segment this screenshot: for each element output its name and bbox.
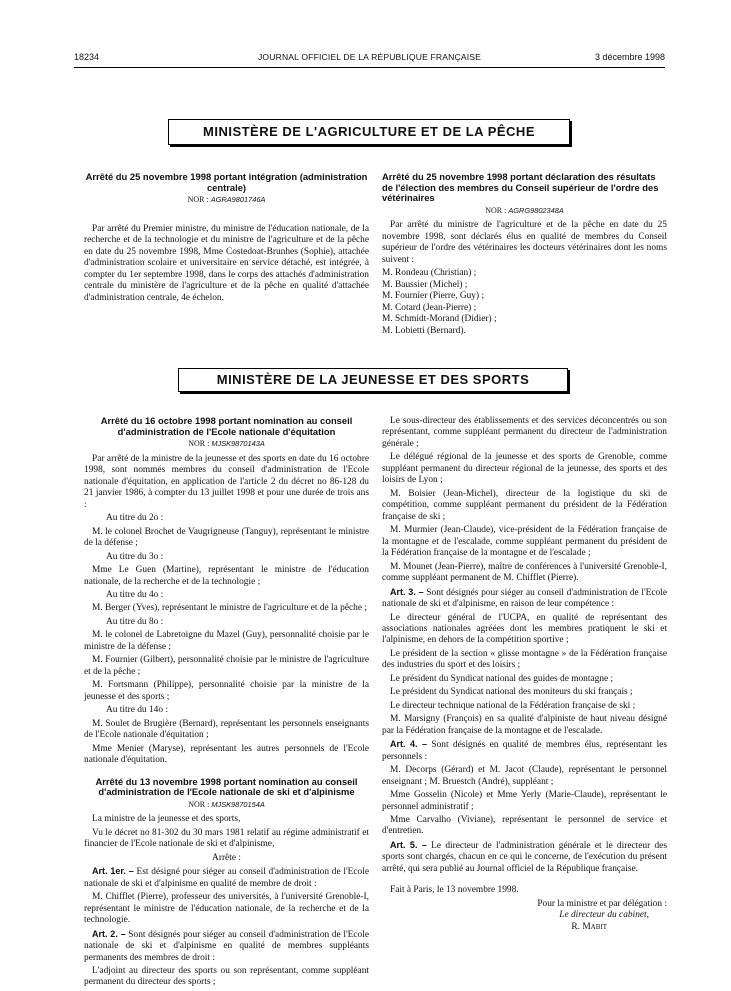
title-line: Au titre du 14o : — [106, 705, 168, 716]
nor-line — [84, 195, 369, 205]
signature-role: Le directeur du cabinet, — [559, 910, 649, 921]
paragraph: M. Mounet (Jean-Pierre), maître de conférences à l'université Grenoble-I, comme suppléant permanent de M. Chifflet (Pierre). — [382, 561, 667, 584]
article-text: Est désigné pour siéger au conseil d'administration de l'Ecole nationale de ski et d'alpinisme en qualité de membre de droit : — [84, 867, 370, 889]
article-text: Sont désignés en qualité de membres élus, représentant les personnels : — [382, 740, 667, 762]
signature-name: R. Mabit — [571, 921, 607, 932]
issue-date: 3 décembre 1998 — [594, 52, 665, 62]
title-line: Au titre du 8o : — [106, 616, 164, 627]
list-item: M. Rondeau (Christian) ; — [382, 268, 477, 279]
paragraph: Mme Carvalho (Viviane), représentant le personnel de service et d'entretien. — [382, 815, 667, 837]
arrete-title: Arrêté du 13 novembre 1998 portant nomination au conseil d'administration de l'Ecole nationale de ski et d'alpinisme — [95, 775, 358, 798]
nor-code: AGRG9802348A — [508, 205, 564, 215]
arrete-title: Arrêté du 25 novembre 1998 portant déclaration des résultats de l'élection des membres du Conseil supérieur de l'ordre des vétérinaires — [382, 171, 659, 204]
header-rule — [74, 67, 665, 68]
arrete-title: Arrêté du 25 novembre 1998 portant intégration (administration centrale) — [85, 171, 368, 193]
nor-code: MJSK9870154A — [211, 799, 265, 809]
journal-title: JOURNAL OFFICIEL DE LA RÉPUBLIQUE FRANÇAISE — [257, 52, 482, 62]
article-3 — [382, 587, 667, 611]
paragraph: La ministre de la jeunesse et des sports, — [92, 814, 241, 825]
title-line: Au titre du 4o : — [106, 589, 164, 600]
article-label: Art. 5. – — [390, 839, 427, 850]
paragraph: Vu le décret no 81-302 du 30 mars 1981 relatif au régime administratif et financier de l'Ecole nationale de ski et d'alpinisme, — [84, 827, 369, 850]
article-text: Le directeur de l'administration générale et le directeur des sports sont chargés, chacun en ce qui le concerne, de l'exécution du présent arrêté, qui sera publié au Journal officiel de la République française. — [382, 840, 667, 874]
paragraph: Le président du Syndicat national des guides de montagne ; — [390, 673, 614, 684]
article-4 — [382, 739, 667, 763]
paragraph: Mme Gosselin (Nicole) et Mme Yerly (Marie-Claude), représentant le personnel administratif ; — [382, 790, 667, 812]
paragraph: Le délégué régional de la jeunesse et des sports de Grenoble, comme suppléant permanent du directeur régional de la jeunesse, des sports et des loisirs de Lyon ; — [382, 452, 667, 486]
paragraph: Le sous-directeur des établissements et des services déconcentrés ou son représentant, comme suppléant permanent du directeur de l'administration générale ; — [382, 416, 667, 449]
paragraph: L'adjoint au directeur des sports ou son représentant, comme suppléant permanent du directeur des sports ; — [84, 965, 369, 988]
article-label: Art. 4. – — [390, 739, 428, 750]
paragraph: M. le colonel de Labretoigne du Mazel (Guy), personnalité choisie par le ministre de la défense ; — [84, 630, 369, 652]
paragraph: M. Fortsmann (Philippe), personnalité choisie par la ministre de la jeunesse et des sports ; — [84, 680, 369, 702]
nor-line — [84, 800, 369, 810]
paragraph: M. Decorps (Gérard) et M. Jacot (Claude), représentant le personnel enseignant ; M. Bruestch (André), suppléant ; — [382, 765, 667, 787]
arrete-word: Arrête : — [212, 852, 241, 863]
paragraph: M. Murmier (Jean-Claude), vice-président de la Fédération française de la montagne et de l'escalade, comme suppléant permanent du président de la Fédération française de la montagne et de l'escalade ; — [382, 525, 667, 559]
arrete-body: Par arrêté du Premier ministre, du ministre de l'éducation nationale, de la recherche et de la technologie et du ministre de l'agriculture et de la pêche en date du 25 novembre 1998, Mme Costedoat-Brunhes (Sophie), attachée d'administration scolaire et universitaire en service détaché, est intégrée, à compter du 1er septembre 1998, dans le corps des attachés d'administration centrale du ministère de l'agriculture et de la pêche en qualité d'attachée d'administration centrale, 4e échelon. — [84, 223, 369, 303]
paragraph: M. Soulet de Brugière (Bernard), représentant les personnels enseignants de l'Ecole nationale d'équitation ; — [84, 718, 369, 741]
nor-label: NOR : — [188, 439, 212, 449]
paragraph: M. Chifflet (Pierre), professeur des universités, à l'université Grenoble-I, représentant le ministre de l'éducation nationale, de la recherche et de la technologie. — [84, 892, 369, 926]
article-label: Art. 3. – — [390, 586, 424, 597]
nor-label: NOR : — [188, 799, 212, 809]
list-item: M. Fournier (Pierre, Guy) ; — [382, 291, 485, 302]
article-label: Art. 1er. – — [92, 866, 134, 877]
paragraph: M. Marsigny (François) en sa qualité d'alpiniste de haut niveau désigné par la Fédération française de la montagne et de l'escalade. — [382, 714, 667, 736]
paragraph: Le président de la section « glisse montagne » de la Fédération française des industries du sport et des loisirs ; — [382, 648, 667, 671]
arrete-intro: Par arrêté du ministre de l'agriculture et de la pêche en date du 25 novembre 1998, sont déclarés élus en qualité de membres du Conseil supérieur de l'ordre des vétérinaires les docteurs vétérinaires dont les noms suivent : — [382, 220, 667, 265]
nor-code: MJSK9870143A — [211, 439, 265, 449]
article-label: Art. 2. – — [92, 928, 126, 939]
signature-date: Fait à Paris, le 13 novembre 1998. — [390, 885, 519, 896]
list-item: M. Cotard (Jean-Pierre) ; — [382, 302, 477, 313]
nor-line — [382, 206, 667, 216]
paragraph: M. Boisier (Jean-Michel), directeur de la logistique du ski de compétition, comme suppléant permanent du président de la Fédération française de ski ; — [382, 488, 667, 522]
arrete-veterinaires — [382, 172, 667, 337]
article-5 — [382, 840, 667, 875]
article-1 — [84, 866, 369, 890]
article-text: Sont désignés pour siéger au conseil d'administration de l'Ecole nationale de ski et d'alpinisme, en raison de leur compétence : — [382, 587, 667, 610]
right-column — [382, 416, 667, 933]
nor-label: NOR : — [187, 195, 211, 205]
paragraph: M. Berger (Yves), représentant le ministre de l'agriculture et de la pêche ; — [92, 603, 367, 614]
paragraph: Mme Le Guen (Martine), représentant le ministre de l'éducation nationale, de la recherche et de la technologie ; — [84, 565, 369, 587]
article-2 — [84, 929, 369, 964]
left-column — [84, 416, 369, 991]
list-item: M. Lobietti (Bernard). — [382, 325, 466, 336]
nor-line — [84, 439, 369, 449]
title-line: Au titre du 2o : — [106, 513, 164, 524]
ministry-heading-jeunesse-sports: MINISTÈRE DE LA JEUNESSE ET DES SPORTS — [178, 368, 568, 392]
paragraph: Le président du Syndicat national des moniteurs du ski français ; — [390, 687, 633, 698]
list-item: M. Schmidt-Morand (Didier) ; — [382, 314, 497, 325]
title-line: Au titre du 3o : — [106, 551, 164, 562]
signature-block — [382, 899, 667, 933]
paragraph: M. Fournier (Gilbert), personnalité choisie par le ministre de l'agriculture et de la pêche ; — [84, 655, 369, 677]
paragraph: Par arrêté de la ministre de la jeunesse et des sports en date du 16 octobre 1998, sont nommés membres du conseil d'administration de l'Ecole nationale d'équitation, en application de l'article 2 du décret no 86-128 du 21 janvier 1986, à compter du 13 juillet 1998 et pour une durée de trois ans : — [84, 453, 369, 510]
running-header — [74, 52, 665, 66]
ministry-heading-agriculture: MINISTÈRE DE L'AGRICULTURE ET DE LA PÊCHE — [168, 119, 570, 145]
list-item: M. Baussier (Michel) ; — [382, 279, 468, 290]
nor-label: NOR : — [485, 205, 509, 215]
signature-delegation: Pour la ministre et par délégation : — [537, 898, 667, 909]
nor-code: AGRA9801746A — [210, 195, 266, 205]
article-text: Sont désignés pour siéger au conseil d'administration de l'Ecole nationale de ski et d'alpinisme en qualité de membres suppléants permanents des membres de droit : — [84, 929, 369, 963]
arrete-integration — [84, 172, 369, 306]
arrete-title: Arrêté du 16 octobre 1998 portant nomination au conseil d'administration de l'Ecole nationale d'équitation — [100, 415, 353, 437]
page-number: 18234 — [74, 52, 100, 62]
paragraph: Le directeur général de l'UCPA, en qualité de représentant des associations nationales agréées dont les membres pratiquent le ski et l'alpinisme, en dehors de la compétition sportive ; — [382, 612, 667, 646]
paragraph: Le directeur technique national de la Fédération française de ski ; — [390, 700, 636, 711]
paragraph: Mme Menier (Maryse), représentant les autres personnels de l'Ecole nationale d'équitation. — [84, 743, 369, 766]
elected-names-list — [382, 268, 667, 337]
paragraph: M. le colonel Brochet de Vaugrigneuse (Tanguy), représentant le ministre de la défense ; — [84, 526, 369, 549]
